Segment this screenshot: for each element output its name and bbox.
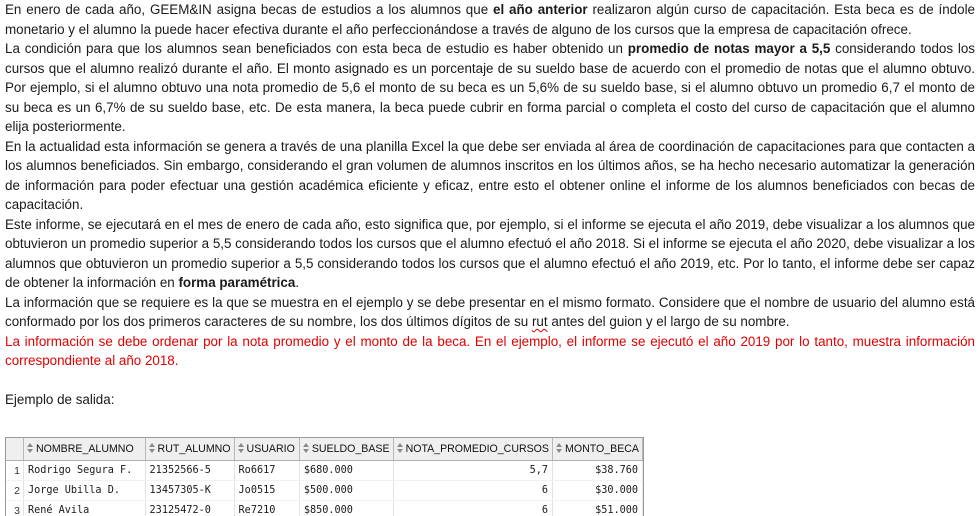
column-header[interactable]: NOTA_PROMEDIO_CURSOS bbox=[393, 438, 552, 461]
cell-nombre[interactable]: Jorge Ubilla D. bbox=[23, 481, 145, 501]
text-run: . bbox=[295, 275, 299, 290]
bold-text: el año anterior bbox=[493, 2, 588, 17]
cell-monto[interactable]: $38.760 bbox=[553, 461, 643, 481]
paragraph bbox=[5, 215, 975, 293]
text-run: En enero de cada año, GEEM&IN asigna becas de estudios a los alumnos que bbox=[5, 2, 493, 17]
table-row[interactable] bbox=[6, 461, 643, 481]
text-run: considerando todos los cursos que el alumno realizó durante el año. El monto asignado es un porcentaje de su sueldo base de acuerdo con el promedio de notas que el alumno obtuvo. Por ejemplo, si el alumno obtuvo una nota promedio de 5,6 el monto de su beca es un 5,6% de su sueldo base, si el alumno obtuvo un promedio 6,7 el monto de su beca es un 6,7% de su sueldo base, etc. De esta manera, la beca puede cubrir en forma parcial o completa el costo del curso de capacitación que el alumno elija posteriormente. bbox=[5, 41, 975, 134]
column-header[interactable]: USUARIO bbox=[234, 438, 299, 461]
cell-sueldo[interactable]: $850.000 bbox=[299, 501, 393, 516]
cell-sueldo[interactable]: $500.000 bbox=[299, 481, 393, 501]
result-grid[interactable] bbox=[5, 437, 644, 516]
row-number-header bbox=[6, 438, 23, 461]
cell-usuario[interactable]: Jo0515 bbox=[234, 481, 299, 501]
column-header[interactable]: MONTO_BECA bbox=[553, 438, 643, 461]
paragraph bbox=[5, 293, 975, 332]
cell-monto[interactable]: $30.000 bbox=[553, 481, 643, 501]
cell-nota[interactable]: 6 bbox=[393, 501, 552, 516]
paragraph bbox=[5, 137, 975, 215]
row-number: 2 bbox=[6, 481, 23, 501]
row-number: 3 bbox=[6, 501, 23, 516]
text-run: antes del guion y el largo de su nombre. bbox=[548, 314, 790, 329]
sort-icon bbox=[149, 443, 156, 453]
bold-text: promedio de notas mayor a 5,5 bbox=[628, 41, 831, 56]
example-label: Ejemplo de salida: bbox=[5, 390, 975, 410]
cell-rut[interactable]: 13457305-K bbox=[145, 481, 234, 501]
misspelled-word: rut bbox=[532, 314, 548, 329]
text-run: Este informe, se ejecutará en el mes de enero de cada año, esto significa que, por ejemplo, si el informe se ejecuta el año 2019, debe visualizar a los alumnos que obtuvieron un promedio superior a 5,5 considerando todos los cursos que el alumno efectuó el año 2018. Si el informe se ejecuta el año 2020, debe visualizar a los alumnos que obtuvieron un promedio superior a 5,5 considerando todos los cursos que el alumno efectuó el año 2019, etc. Por lo tanto, el informe debe ser capaz de obtener la información en bbox=[5, 217, 975, 291]
column-header[interactable]: NOMBRE_ALUMNO bbox=[23, 438, 145, 461]
grid-header bbox=[6, 438, 643, 461]
sort-icon bbox=[238, 443, 245, 453]
paragraph bbox=[5, 39, 975, 137]
row-number: 1 bbox=[6, 461, 23, 481]
cell-nombre[interactable]: René Avila bbox=[23, 501, 145, 516]
column-header[interactable]: RUT_ALUMNO bbox=[145, 438, 234, 461]
column-header[interactable]: SUELDO_BASE bbox=[299, 438, 393, 461]
cell-nombre[interactable]: Rodrigo Segura F. bbox=[23, 461, 145, 481]
sort-icon bbox=[303, 443, 310, 453]
sort-icon bbox=[27, 443, 34, 453]
cell-usuario[interactable]: Re7210 bbox=[234, 501, 299, 516]
cell-usuario[interactable]: Ro6617 bbox=[234, 461, 299, 481]
table-row[interactable] bbox=[6, 501, 643, 516]
document-body bbox=[5, 0, 975, 410]
highlight-text: La información se debe ordenar por la nota promedio y el monto de la beca. En el ejemplo, el informe se ejecutó el año 2019 por lo tanto, muestra información correspondiente al año 2018. bbox=[5, 334, 975, 369]
cell-nota[interactable]: 5,7 bbox=[393, 461, 552, 481]
paragraph bbox=[5, 332, 975, 371]
paragraph bbox=[5, 0, 975, 39]
text-run: En la actualidad esta información se genera a través de una planilla Excel la que debe ser enviada al área de coordinación de capacitaciones para que contacten a los alumnos beneficiados. Sin embargo, considerando el gran volumen de alumnos inscritos en los últimos años, se ha hecho necesario automatizar la generación de información para poder efectuar una gestión académica eficiente y eficaz, entre esto el obtener online el informe de los alumnos beneficiados con becas de capacitación. bbox=[5, 139, 975, 213]
cell-rut[interactable]: 23125472-0 bbox=[145, 501, 234, 516]
paragraphs bbox=[5, 0, 975, 371]
text-run: La condición para que los alumnos sean beneficiados con esta beca de estudio es haber obtenido un bbox=[5, 41, 628, 56]
cell-sueldo[interactable]: $680.000 bbox=[299, 461, 393, 481]
text-run: realizaron algún curso de capacitación. Esta beca es de índole monetario y el alumno la puede hacer efectiva durante el año perfeccionándose a través de alguno de los cursos que la empresa de capacitación ofrece. bbox=[5, 2, 975, 37]
text-run: La información que se requiere es la que se muestra en el ejemplo y se debe presentar en el mismo formato. Considere que el nombre de usuario del alumno está conformado por los dos primeros caracteres de su nombre, los dos últimos dígitos de su bbox=[5, 295, 975, 330]
bold-text: forma paramétrica bbox=[178, 275, 295, 290]
cell-monto[interactable]: $51.000 bbox=[553, 501, 643, 516]
cell-nota[interactable]: 6 bbox=[393, 481, 552, 501]
sort-icon bbox=[556, 443, 563, 453]
sort-icon bbox=[397, 443, 404, 453]
cell-rut[interactable]: 21352566-5 bbox=[145, 461, 234, 481]
table-row[interactable] bbox=[6, 481, 643, 501]
